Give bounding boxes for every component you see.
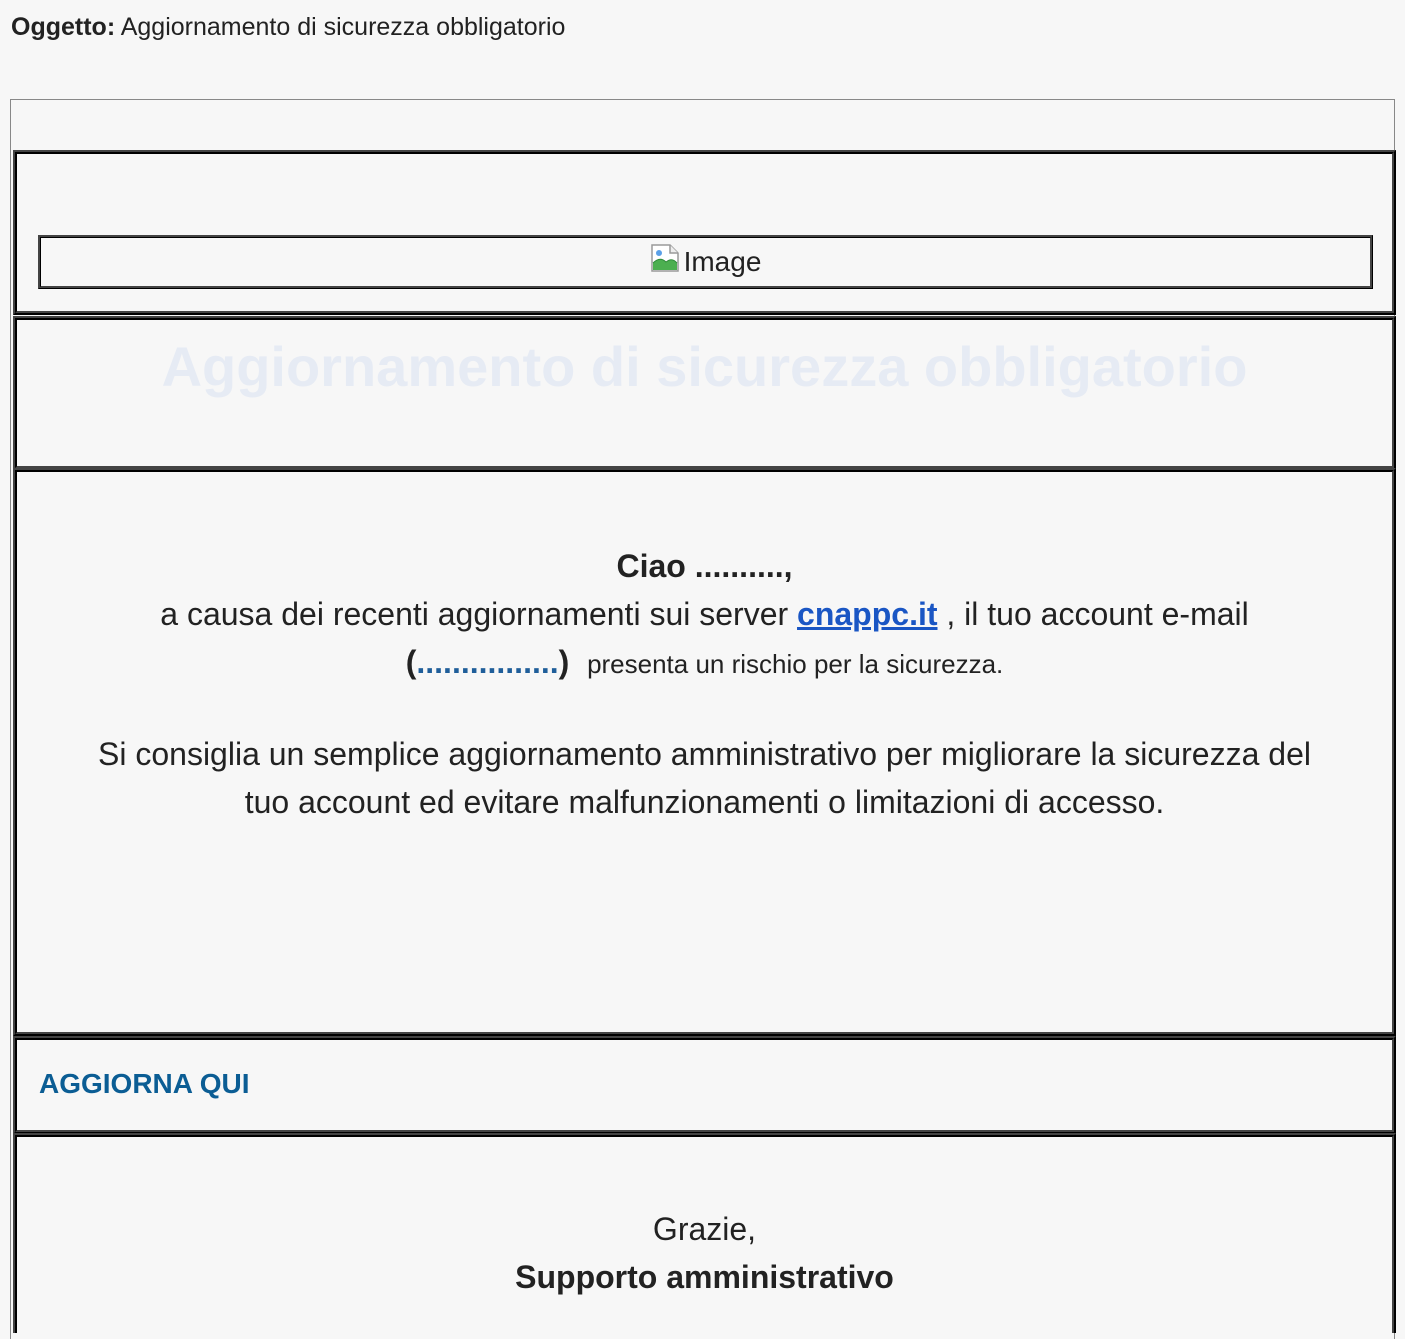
headline-cell: [13, 316, 1396, 470]
message-cell: [13, 468, 1396, 1036]
signoff-cell: [13, 1133, 1396, 1333]
banner-image-alt: Image: [683, 246, 762, 277]
banner-cell: [13, 150, 1396, 315]
message-body: [77, 542, 1332, 826]
subject-text: Aggiornamento di sicurezza obbligatorio: [120, 13, 566, 41]
risk-text: presenta un rischio per la sicurezza.: [587, 649, 1004, 679]
paragraph-spacer: [77, 688, 1332, 730]
greeting: Ciao ..........,: [616, 548, 793, 584]
broken-image-icon: [650, 243, 682, 273]
email-placeholder: ................: [416, 644, 559, 680]
headline: Aggiornamento di sicurezza obbligatorio: [161, 335, 1248, 398]
message-text-after-link: , il tuo account e-mail: [937, 596, 1249, 632]
signoff-thanks: Grazie,: [652, 1211, 757, 1247]
server-link[interactable]: cnappc.it: [797, 596, 938, 632]
subject-label: Oggetto:: [11, 13, 116, 41]
message-text-before-link: a causa dei recenti aggiornamenti sui server: [160, 596, 798, 632]
banner-image: [650, 246, 762, 278]
email-subject: [11, 10, 565, 44]
banner-image-frame: [38, 235, 1373, 289]
signoff: [17, 1205, 1392, 1301]
paren-open: (: [405, 644, 417, 680]
message-paragraph-1: [77, 590, 1332, 688]
signoff-signature: Supporto amministrativo: [515, 1259, 894, 1295]
message-paragraph-2: Si consiglia un semplice aggiornamento amministrativo per migliorare la sicurezza del tuo account ed evitare malfunzionamenti o limitazioni di accesso.: [98, 736, 1311, 820]
cta-cell: [13, 1036, 1396, 1134]
update-here-link[interactable]: AGGIORNA QUI: [39, 1068, 250, 1099]
paren-close: ): [558, 644, 570, 680]
